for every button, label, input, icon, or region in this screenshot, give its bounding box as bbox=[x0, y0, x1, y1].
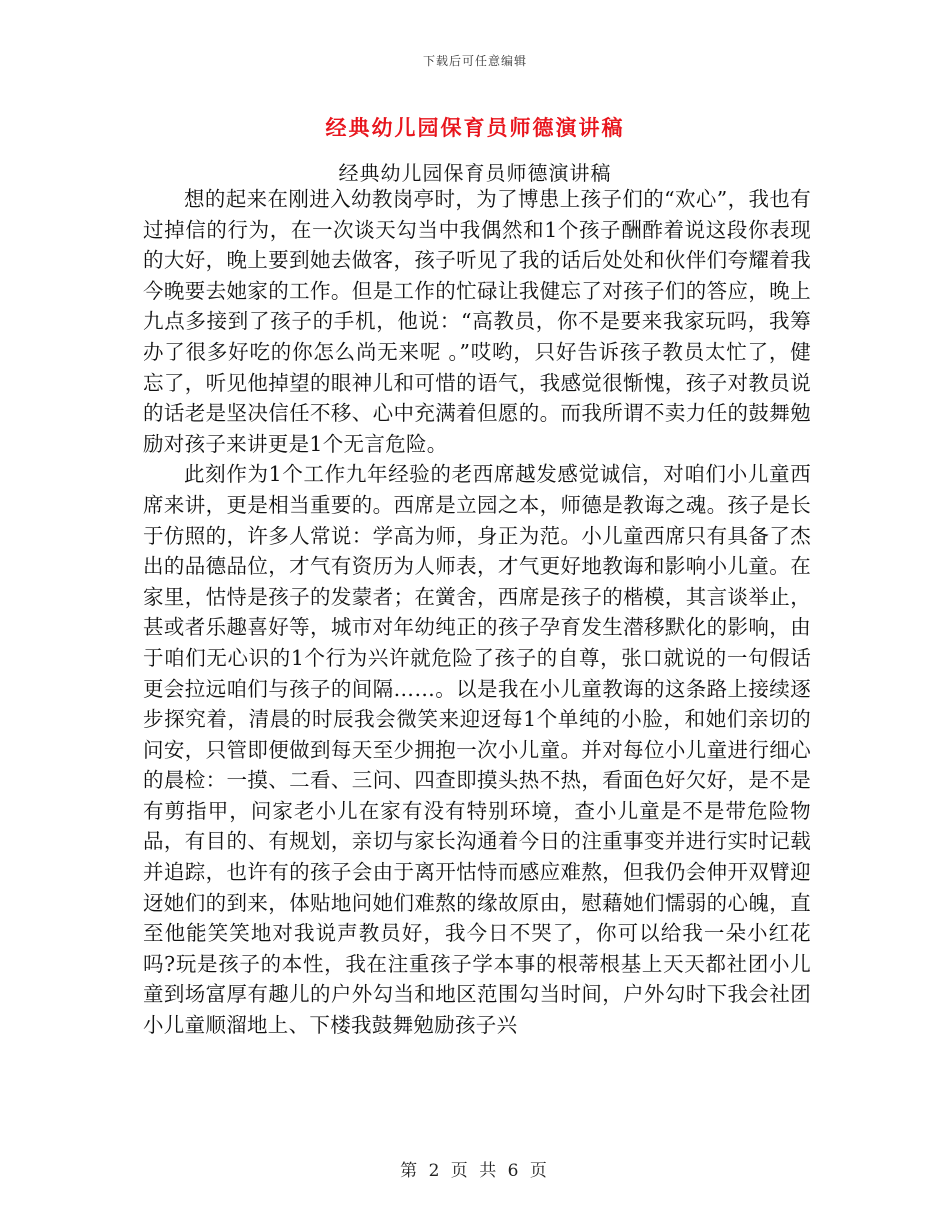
document-subtitle: 经典幼儿园保育员师德演讲稿 bbox=[338, 161, 612, 185]
document-body bbox=[143, 184, 811, 1041]
document-title: 经典幼儿园保育员师德演讲稿 bbox=[325, 115, 625, 140]
header-note: 下载后可任意编辑 bbox=[422, 54, 527, 68]
paragraph-1: 想的起来在刚进入幼教岗亭时，为了博患上孩子们的“欢心”，我也有过掉信的行为，在一次谈天勾当中我偶然和1个孩子酬酢着说这段你表现的大好，晚上要到她去做客，孩子听见了我的话后处处和伙伴们夸耀着我今晚要去她家的工作。但是工作的忙碌让我健忘了对孩子们的答应，晚上九点多接到了孩子的手机，他说：“高教员，你不是要来我家玩吗，我筹办了很多好吃的你怎么尚无来呢 。”哎哟，只好告诉孩子教员太忙了，健忘了，听见他掉望的眼神儿和可惜的语气，我感觉很惭愧，孩子对教员说的话老是坚决信任不移、心中充满着但愿的。而我所谓不卖力任的鼓舞勉励对孩子来讲更是1个无言危险。 bbox=[143, 187, 811, 456]
paragraph-2: 此刻作为1个工作九年经验的老西席越发感觉诚信，对咱们小儿童西席来讲，更是相当重要的。西席是立园之本，师德是教诲之魂。孩子是长于仿照的，许多人常说：学高为师，身正为范。小儿童西席只有具备了杰出的品德品位，才气有资历为人师表，才气更好地教诲和影响小儿童。在家里，怙恃是孩子的发蒙者；在黉舍，西席是孩子的楷模，其言谈举止，甚或者乐趣喜好等，城市对年幼纯正的孩子孕育发生潜移默化的影响，由于咱们无心识的1个行为兴许就危险了孩子的自尊，张口就说的一句假话更会拉远咱们与孩子的间隔……。以是我在小儿童教诲的这条路上接续逐步探究着，清晨的时辰我会微笑来迎迓每1个单纯的小脸，和她们亲切的问安，只管即便做到每天至少拥抱一次小儿童。并对每位小儿童进行细心的晨检：一摸、二看、三问、四查即摸头热不热，看面色好欠好，是不是有剪指甲，问家老小儿在家有没有特别环境，查小儿童是不是带危险物品，有目的、有规划，亲切与家长沟通着今日的注重事变并进行实时记载并追踪，也许有的孩子会由于离开怙恃而感应难熬，但我仍会伸开双臂迎迓她们的到来，体贴地问她们难熬的缘故原由，慰藉她们懦弱的心魄，直至他能笑笑地对我说声教员好，我今日不哭了，你可以给我一朵小红花吗?玩是孩子的本性，我在注重孩子学本事的根蒂根基上天天都社团小儿童到场富厚有趣儿的户外勾当和地区范围勾当时间，户外勾时下我会社团小儿童顺溜地上、下楼我鼓舞勉励孩子兴 bbox=[143, 462, 811, 1038]
page-number-footer: 第 2 页 共 6 页 bbox=[400, 1161, 550, 1181]
